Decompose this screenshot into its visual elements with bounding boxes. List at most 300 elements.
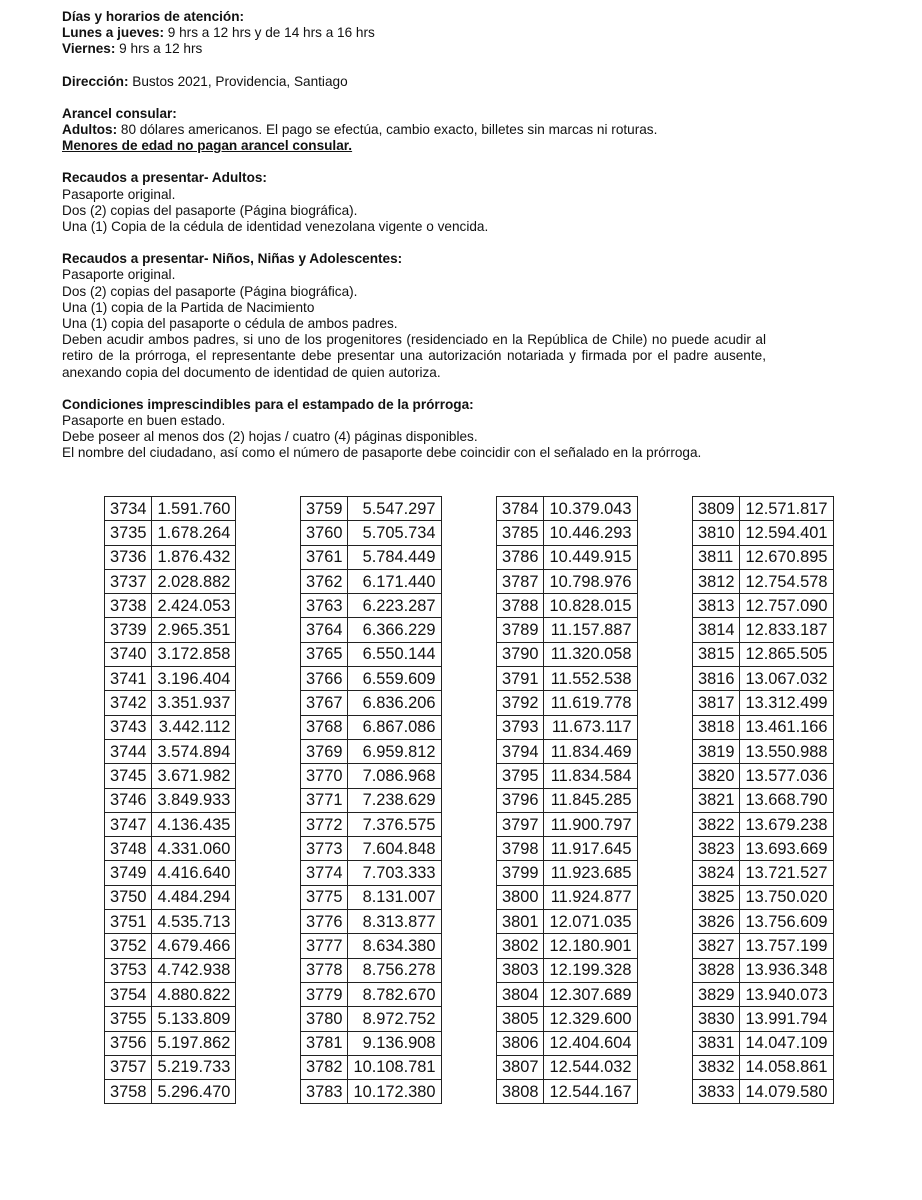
number-cell: 3806 <box>497 1031 544 1055</box>
value-cell: 13.936.348 <box>740 958 833 982</box>
value-cell: 5.784.449 <box>348 545 441 569</box>
number-cell: 3831 <box>693 1031 740 1055</box>
number-cell: 3816 <box>693 667 740 691</box>
number-cell: 3746 <box>105 788 152 812</box>
table-row <box>301 618 442 642</box>
value-cell: 11.917.645 <box>544 837 637 861</box>
table-row <box>301 715 442 739</box>
number-cell: 3798 <box>497 837 544 861</box>
number-cell: 3763 <box>301 594 348 618</box>
fee-adults-text: 80 dólares americanos. El pago se efectúa, cambio exacto, billetes sin marcas ni roturas. <box>117 122 658 138</box>
value-cell: 12.571.817 <box>740 497 833 521</box>
table-row <box>693 982 834 1006</box>
table-row <box>497 618 638 642</box>
table-row <box>497 958 638 982</box>
value-cell: 3.172.858 <box>152 642 236 666</box>
value-cell: 1.678.264 <box>152 521 236 545</box>
number-cell: 3772 <box>301 812 348 836</box>
value-cell: 8.634.380 <box>348 934 441 958</box>
numbers-table-1 <box>104 496 236 1104</box>
schedule-label-fri: Viernes: <box>62 41 116 57</box>
number-cell: 3788 <box>497 594 544 618</box>
value-cell: 11.834.469 <box>544 739 637 763</box>
number-cell: 3807 <box>497 1055 544 1079</box>
value-cell: 4.484.294 <box>152 885 236 909</box>
value-cell: 12.544.032 <box>544 1055 637 1079</box>
table-row <box>105 642 236 666</box>
table-row <box>301 885 442 909</box>
table-row <box>105 618 236 642</box>
table-row <box>301 594 442 618</box>
value-cell: 4.880.822 <box>152 982 236 1006</box>
value-cell: 8.972.752 <box>348 1007 441 1031</box>
value-cell: 11.924.877 <box>544 885 637 909</box>
fee-minors-note: Menores de edad no pagan arancel consular. <box>62 138 353 154</box>
table-row <box>301 1007 442 1031</box>
table-row <box>105 667 236 691</box>
table-row <box>105 837 236 861</box>
value-cell: 12.329.600 <box>544 1007 637 1031</box>
value-cell: 5.133.809 <box>152 1007 236 1031</box>
adults-requirement-item: Pasaporte original. <box>62 186 176 202</box>
table-row <box>497 910 638 934</box>
table-row <box>301 934 442 958</box>
fee-heading: Arancel consular: <box>62 105 177 121</box>
number-cell: 3802 <box>497 934 544 958</box>
value-cell: 7.376.575 <box>348 812 441 836</box>
value-cell: 10.379.043 <box>544 497 637 521</box>
value-cell: 7.604.848 <box>348 837 441 861</box>
number-cell: 3776 <box>301 910 348 934</box>
table-row <box>693 642 834 666</box>
table-row <box>693 764 834 788</box>
value-cell: 11.320.058 <box>544 642 637 666</box>
value-cell: 11.552.538 <box>544 667 637 691</box>
minors-requirements-paragraph: Deben acudir ambos padres, si uno de los progenitores (residenciado en la República de Chile) no puede acudir al retiro de la prórroga, el representante debe presentar una autorización notariada y firmada por el padre ausente, anexando copia del documento de identidad de quien autoriza. <box>62 332 766 380</box>
value-cell: 12.594.401 <box>740 521 833 545</box>
value-cell: 3.442.112 <box>152 715 236 739</box>
value-cell: 2.965.351 <box>152 618 236 642</box>
number-cell: 3739 <box>105 618 152 642</box>
value-cell: 11.845.285 <box>544 788 637 812</box>
table-row <box>693 910 834 934</box>
table-row <box>497 764 638 788</box>
number-cell: 3743 <box>105 715 152 739</box>
value-cell: 6.959.812 <box>348 739 441 763</box>
table-row <box>105 958 236 982</box>
number-cell: 3742 <box>105 691 152 715</box>
value-cell: 10.172.380 <box>348 1080 441 1104</box>
table-row <box>693 497 834 521</box>
value-cell: 13.940.073 <box>740 982 833 1006</box>
number-cell: 3827 <box>693 934 740 958</box>
schedule-hours-mon-thu: 9 hrs a 12 hrs y de 14 hrs a 16 hrs <box>164 25 375 41</box>
value-cell: 12.180.901 <box>544 934 637 958</box>
value-cell: 14.079.580 <box>740 1080 833 1104</box>
number-cell: 3758 <box>105 1080 152 1104</box>
number-cell: 3754 <box>105 982 152 1006</box>
value-cell: 8.756.278 <box>348 958 441 982</box>
number-cell: 3794 <box>497 739 544 763</box>
number-cell: 3790 <box>497 642 544 666</box>
schedule-hours-fri: 9 hrs a 12 hrs <box>115 41 203 57</box>
number-cell: 3830 <box>693 1007 740 1031</box>
table-row <box>105 910 236 934</box>
minors-requirement-item: Dos (2) copias del pasaporte (Página biográfica). <box>62 283 358 299</box>
number-cell: 3817 <box>693 691 740 715</box>
number-cell: 3768 <box>301 715 348 739</box>
table-row <box>301 497 442 521</box>
schedule-line-fri <box>62 41 882 57</box>
number-cell: 3813 <box>693 594 740 618</box>
address-label: Dirección: <box>62 73 129 89</box>
number-cell: 3801 <box>497 910 544 934</box>
value-cell: 10.449.915 <box>544 545 637 569</box>
number-cell: 3795 <box>497 764 544 788</box>
value-cell: 3.671.982 <box>152 764 236 788</box>
table-row <box>693 667 834 691</box>
value-cell: 11.157.887 <box>544 618 637 642</box>
number-cell: 3796 <box>497 788 544 812</box>
number-cell: 3784 <box>497 497 544 521</box>
table-row <box>105 739 236 763</box>
number-cell: 3751 <box>105 910 152 934</box>
table-row <box>497 642 638 666</box>
number-cell: 3822 <box>693 812 740 836</box>
number-cell: 3747 <box>105 812 152 836</box>
number-cell: 3738 <box>105 594 152 618</box>
document-text <box>62 9 882 462</box>
table-row <box>693 885 834 909</box>
value-cell: 7.238.629 <box>348 788 441 812</box>
value-cell: 11.923.685 <box>544 861 637 885</box>
number-cell: 3773 <box>301 837 348 861</box>
value-cell: 4.535.713 <box>152 910 236 934</box>
numbers-table-4 <box>692 496 834 1104</box>
number-cell: 3780 <box>301 1007 348 1031</box>
value-cell: 4.742.938 <box>152 958 236 982</box>
number-cell: 3766 <box>301 667 348 691</box>
value-cell: 13.757.199 <box>740 934 833 958</box>
numbers-table-2 <box>300 496 442 1104</box>
number-cell: 3749 <box>105 861 152 885</box>
table-row <box>301 982 442 1006</box>
number-cell: 3757 <box>105 1055 152 1079</box>
condition-item: El nombre del ciudadano, así como el número de pasaporte debe coincidir con el señalado en la prórroga. <box>62 445 702 461</box>
value-cell: 6.550.144 <box>348 642 441 666</box>
value-cell: 12.199.328 <box>544 958 637 982</box>
minors-requirement-item: Una (1) copia de la Partida de Nacimiento <box>62 299 315 315</box>
value-cell: 8.131.007 <box>348 885 441 909</box>
number-cell: 3791 <box>497 667 544 691</box>
number-cell: 3734 <box>105 497 152 521</box>
number-cell: 3812 <box>693 569 740 593</box>
value-cell: 2.424.053 <box>152 594 236 618</box>
value-cell: 12.865.505 <box>740 642 833 666</box>
table-row <box>301 861 442 885</box>
table-row <box>105 1007 236 1031</box>
number-cell: 3736 <box>105 545 152 569</box>
value-cell: 3.196.404 <box>152 667 236 691</box>
value-cell: 13.693.669 <box>740 837 833 861</box>
number-cell: 3803 <box>497 958 544 982</box>
table-row <box>301 958 442 982</box>
table-row <box>301 812 442 836</box>
value-cell: 12.404.604 <box>544 1031 637 1055</box>
number-cell: 3811 <box>693 545 740 569</box>
value-cell: 10.446.293 <box>544 521 637 545</box>
number-cell: 3771 <box>301 788 348 812</box>
table-row <box>497 861 638 885</box>
number-cell: 3760 <box>301 521 348 545</box>
number-cell: 3750 <box>105 885 152 909</box>
number-cell: 3833 <box>693 1080 740 1104</box>
value-cell: 12.544.167 <box>544 1080 637 1104</box>
value-cell: 13.756.609 <box>740 910 833 934</box>
number-cell: 3818 <box>693 715 740 739</box>
number-cell: 3805 <box>497 1007 544 1031</box>
number-cell: 3778 <box>301 958 348 982</box>
value-cell: 3.351.937 <box>152 691 236 715</box>
table-row <box>301 642 442 666</box>
table-row <box>693 788 834 812</box>
table-row <box>301 1080 442 1104</box>
number-cell: 3814 <box>693 618 740 642</box>
table-row <box>693 1031 834 1055</box>
table-row <box>693 958 834 982</box>
value-cell: 10.828.015 <box>544 594 637 618</box>
table-row <box>105 715 236 739</box>
number-cell: 3745 <box>105 764 152 788</box>
value-cell: 13.991.794 <box>740 1007 833 1031</box>
numbers-table-3 <box>496 496 638 1104</box>
table-row <box>105 764 236 788</box>
value-cell: 14.047.109 <box>740 1031 833 1055</box>
table-row <box>693 569 834 593</box>
table-row <box>693 618 834 642</box>
value-cell: 7.086.968 <box>348 764 441 788</box>
table-row <box>497 837 638 861</box>
value-cell: 5.705.734 <box>348 521 441 545</box>
table-row <box>301 1031 442 1055</box>
number-cell: 3824 <box>693 861 740 885</box>
number-cell: 3799 <box>497 861 544 885</box>
value-cell: 6.867.086 <box>348 715 441 739</box>
table-row <box>105 982 236 1006</box>
number-cell: 3786 <box>497 545 544 569</box>
table-row <box>105 861 236 885</box>
value-cell: 7.703.333 <box>348 861 441 885</box>
table-row <box>693 691 834 715</box>
table-row <box>497 885 638 909</box>
schedule-label-mon-thu: Lunes a jueves: <box>62 25 164 41</box>
table-row <box>105 885 236 909</box>
value-cell: 13.312.499 <box>740 691 833 715</box>
table-row <box>497 497 638 521</box>
number-cell: 3744 <box>105 739 152 763</box>
value-cell: 12.071.035 <box>544 910 637 934</box>
table-row <box>693 594 834 618</box>
value-cell: 13.679.238 <box>740 812 833 836</box>
adults-requirements-heading: Recaudos a presentar- Adultos: <box>62 170 267 186</box>
table-row <box>301 910 442 934</box>
value-cell: 10.798.976 <box>544 569 637 593</box>
number-cell: 3829 <box>693 982 740 1006</box>
table-row <box>693 545 834 569</box>
table-row <box>301 1055 442 1079</box>
value-cell: 13.750.020 <box>740 885 833 909</box>
number-cell: 3755 <box>105 1007 152 1031</box>
table-row <box>497 982 638 1006</box>
table-row <box>497 812 638 836</box>
address-text: Bustos 2021, Providencia, Santiago <box>128 73 348 89</box>
number-cell: 3765 <box>301 642 348 666</box>
table-row <box>693 715 834 739</box>
number-cell: 3767 <box>301 691 348 715</box>
table-row <box>105 521 236 545</box>
value-cell: 3.574.894 <box>152 739 236 763</box>
value-cell: 8.782.670 <box>348 982 441 1006</box>
number-cell: 3752 <box>105 934 152 958</box>
number-cell: 3804 <box>497 982 544 1006</box>
number-cell: 3777 <box>301 934 348 958</box>
number-cell: 3769 <box>301 739 348 763</box>
value-cell: 5.219.733 <box>152 1055 236 1079</box>
table-row <box>497 1031 638 1055</box>
minors-requirements-heading: Recaudos a presentar- Niños, Niñas y Adolescentes: <box>62 251 403 267</box>
number-cell: 3741 <box>105 667 152 691</box>
fee-adults-label: Adultos: <box>62 122 118 138</box>
value-cell: 6.559.609 <box>348 667 441 691</box>
number-cell: 3774 <box>301 861 348 885</box>
number-cell: 3782 <box>301 1055 348 1079</box>
number-cell: 3748 <box>105 837 152 861</box>
number-cell: 3785 <box>497 521 544 545</box>
value-cell: 13.067.032 <box>740 667 833 691</box>
table-row <box>693 1080 834 1104</box>
table-row <box>497 569 638 593</box>
number-cell: 3735 <box>105 521 152 545</box>
value-cell: 4.136.435 <box>152 812 236 836</box>
number-cell: 3781 <box>301 1031 348 1055</box>
table-row <box>497 521 638 545</box>
address-line <box>62 74 882 90</box>
table-row <box>497 934 638 958</box>
number-cell: 3740 <box>105 642 152 666</box>
table-row <box>693 1007 834 1031</box>
value-cell: 9.136.908 <box>348 1031 441 1055</box>
number-cell: 3770 <box>301 764 348 788</box>
number-cell: 3810 <box>693 521 740 545</box>
number-cell: 3832 <box>693 1055 740 1079</box>
number-cell: 3762 <box>301 569 348 593</box>
number-cell: 3815 <box>693 642 740 666</box>
number-cell: 3826 <box>693 910 740 934</box>
value-cell: 2.028.882 <box>152 569 236 593</box>
number-cell: 3756 <box>105 1031 152 1055</box>
table-row <box>497 1080 638 1104</box>
value-cell: 6.836.206 <box>348 691 441 715</box>
value-cell: 13.550.988 <box>740 739 833 763</box>
table-row <box>105 569 236 593</box>
value-cell: 5.547.297 <box>348 497 441 521</box>
table-row <box>497 715 638 739</box>
table-row <box>105 1055 236 1079</box>
table-row <box>693 521 834 545</box>
fee-adults-line <box>62 122 882 138</box>
table-row <box>105 788 236 812</box>
value-cell: 11.673.117 <box>544 715 637 739</box>
value-cell: 14.058.861 <box>740 1055 833 1079</box>
number-cell: 3819 <box>693 739 740 763</box>
condition-item: Pasaporte en buen estado. <box>62 413 226 429</box>
number-cell: 3792 <box>497 691 544 715</box>
number-cell: 3761 <box>301 545 348 569</box>
adults-requirement-item: Una (1) Copia de la cédula de identidad venezolana vigente o vencida. <box>62 219 489 235</box>
number-cell: 3809 <box>693 497 740 521</box>
number-cell: 3775 <box>301 885 348 909</box>
value-cell: 11.834.584 <box>544 764 637 788</box>
number-cell: 3828 <box>693 958 740 982</box>
table-row <box>497 1007 638 1031</box>
value-cell: 8.313.877 <box>348 910 441 934</box>
value-cell: 5.296.470 <box>152 1080 236 1104</box>
value-cell: 12.754.578 <box>740 569 833 593</box>
table-row <box>497 545 638 569</box>
condition-item: Debe poseer al menos dos (2) hojas / cuatro (4) páginas disponibles. <box>62 429 478 445</box>
number-cell: 3825 <box>693 885 740 909</box>
value-cell: 12.757.090 <box>740 594 833 618</box>
number-cell: 3759 <box>301 497 348 521</box>
conditions-heading: Condiciones imprescindibles para el estampado de la prórroga: <box>62 396 474 412</box>
number-cell: 3793 <box>497 715 544 739</box>
number-cell: 3800 <box>497 885 544 909</box>
table-row <box>105 594 236 618</box>
number-cell: 3783 <box>301 1080 348 1104</box>
number-cell: 3789 <box>497 618 544 642</box>
value-cell: 1.591.760 <box>152 497 236 521</box>
number-cell: 3737 <box>105 569 152 593</box>
table-row <box>301 837 442 861</box>
number-cell: 3779 <box>301 982 348 1006</box>
table-row <box>693 837 834 861</box>
table-row <box>301 667 442 691</box>
value-cell: 10.108.781 <box>348 1055 441 1079</box>
value-cell: 4.416.640 <box>152 861 236 885</box>
minors-requirement-item: Pasaporte original. <box>62 267 176 283</box>
table-row <box>693 812 834 836</box>
number-cell: 3753 <box>105 958 152 982</box>
schedule-heading: Días y horarios de atención: <box>62 9 245 24</box>
table-row <box>301 739 442 763</box>
table-row <box>301 521 442 545</box>
table-row <box>693 934 834 958</box>
value-cell: 12.307.689 <box>544 982 637 1006</box>
number-cell: 3821 <box>693 788 740 812</box>
table-row <box>301 691 442 715</box>
table-row <box>497 739 638 763</box>
table-row <box>301 788 442 812</box>
value-cell: 11.619.778 <box>544 691 637 715</box>
adults-requirement-item: Dos (2) copias del pasaporte (Página biográfica). <box>62 202 358 218</box>
value-cell: 6.223.287 <box>348 594 441 618</box>
table-row <box>105 691 236 715</box>
minors-requirement-item: Una (1) copia del pasaporte o cédula de ambos padres. <box>62 316 398 332</box>
table-row <box>693 739 834 763</box>
table-row <box>105 934 236 958</box>
table-row <box>497 594 638 618</box>
value-cell: 13.461.166 <box>740 715 833 739</box>
